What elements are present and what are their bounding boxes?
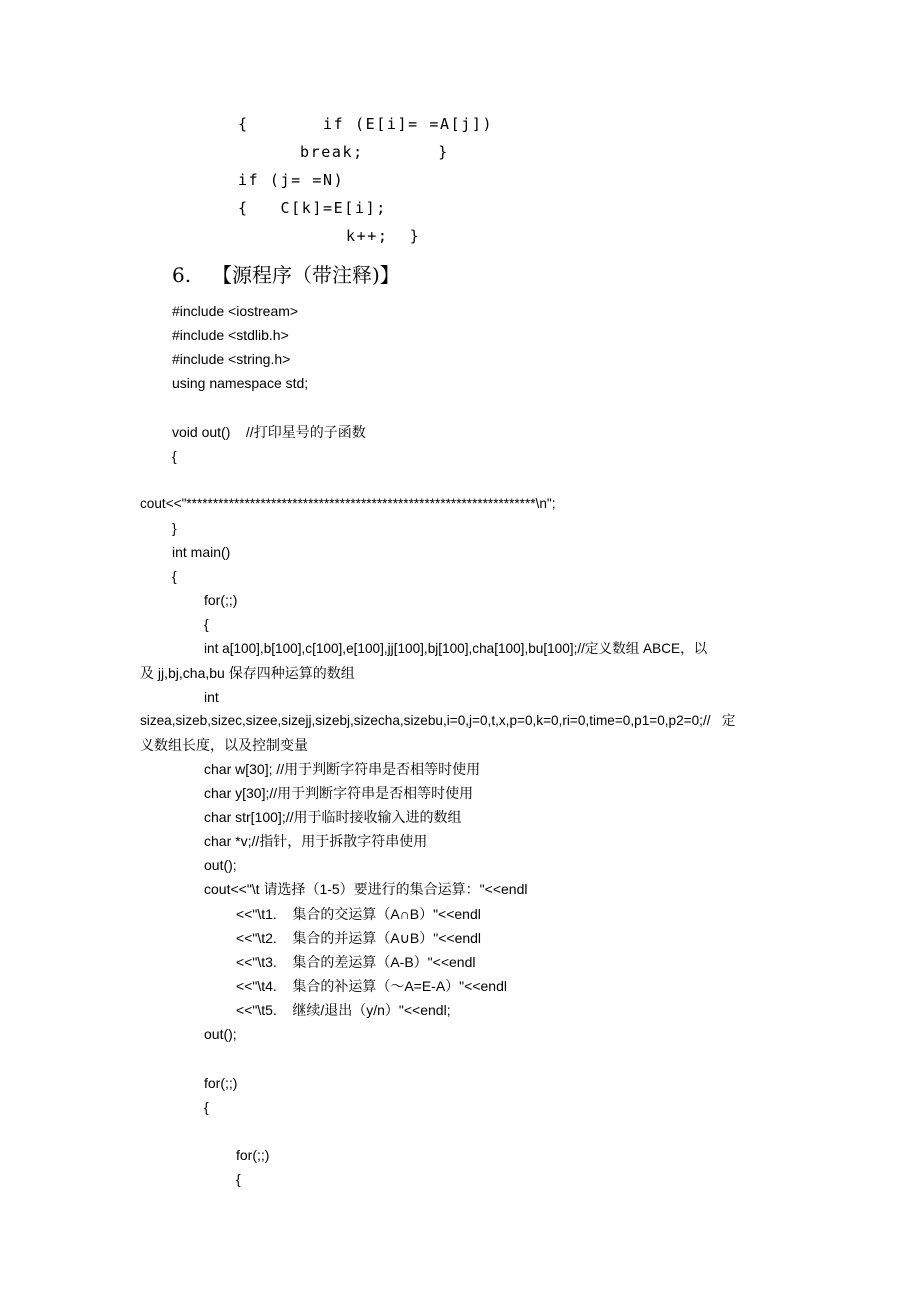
source-line-12: {: [204, 616, 209, 632]
source-line-25: <<"\t2. 集合的并运算（A∪B）"<<endl: [236, 930, 482, 946]
source-line-5: void out() //打印星号的子函数: [172, 424, 366, 440]
source-line-3: #include <string.h>: [172, 351, 291, 367]
section-heading: [172, 262, 400, 288]
source-line-21: char *v;//指针，用于拆散字符串使用: [204, 833, 428, 849]
source-line-31: {: [204, 1099, 209, 1115]
source-line-9: int main(): [172, 544, 231, 560]
source-line-16: sizea,sizeb,sizec,sizee,sizejj,sizebj,sizecha,sizebu,i=0,j=0,t,x,p=0,k=0,ri=0,time=0,p1=0,p2=0;// 定: [140, 713, 736, 728]
source-line-7: cout<<"******************************************************************\n";: [140, 496, 556, 511]
source-line-23: cout<<"\t 请选择（1-5）要进行的集合运算："<<endl: [204, 881, 528, 897]
source-line-1: #include <iostream>: [172, 303, 299, 319]
source-line-10: {: [172, 568, 177, 584]
source-line-32: for(;;): [236, 1147, 270, 1163]
source-line-24: <<"\t1. 集合的交运算（A∩B）"<<endl: [236, 906, 481, 922]
section-number: 6.: [172, 263, 192, 287]
source-line-8: }: [172, 520, 177, 536]
source-line-15: int: [204, 689, 219, 705]
source-line-26: <<"\t3. 集合的差运算（A-B）"<<endl: [236, 954, 476, 970]
source-line-19: char y[30];//用于判断字符串是否相等时使用: [204, 785, 474, 801]
source-line-4: using namespace std;: [172, 375, 309, 391]
source-line-22: out();: [204, 857, 237, 873]
source-line-27: <<"\t4. 集合的补运算（～A=E-A）"<<endl: [236, 978, 507, 994]
code-snippet-line-5: k++; }: [346, 227, 421, 245]
code-snippet-line-1: { if (E[i]= =A[j]): [238, 115, 494, 133]
source-line-29: out();: [204, 1026, 237, 1042]
source-line-11: for(;;): [204, 592, 238, 608]
source-line-30: for(;;): [204, 1075, 238, 1091]
source-line-33: {: [236, 1171, 241, 1187]
code-snippet-line-3: if (j= =N): [238, 171, 345, 189]
source-line-20: char str[100];//用于临时接收输入进的数组: [204, 809, 462, 825]
code-snippet-line-4: { C[k]=E[i];: [238, 199, 387, 217]
code-snippet-line-2: break; }: [300, 143, 449, 161]
source-line-18: char w[30]; //用于判断字符串是否相等时使用: [204, 761, 481, 777]
section-title: 【源程序（带注释)】: [212, 263, 400, 287]
source-line-14: 及 jj,bj,cha,bu 保存四种运算的数组: [140, 665, 355, 681]
source-line-28: <<"\t5. 继续/退出（y/n）"<<endl;: [236, 1002, 451, 1018]
source-line-6: {: [172, 448, 177, 464]
source-line-2: #include <stdlib.h>: [172, 327, 289, 343]
source-line-13: int a[100],b[100],c[100],e[100],jj[100],bj[100],cha[100],bu[100];//定义数组 ABCE，以: [204, 641, 708, 656]
source-line-17: 义数组长度，以及控制变量: [140, 737, 308, 753]
